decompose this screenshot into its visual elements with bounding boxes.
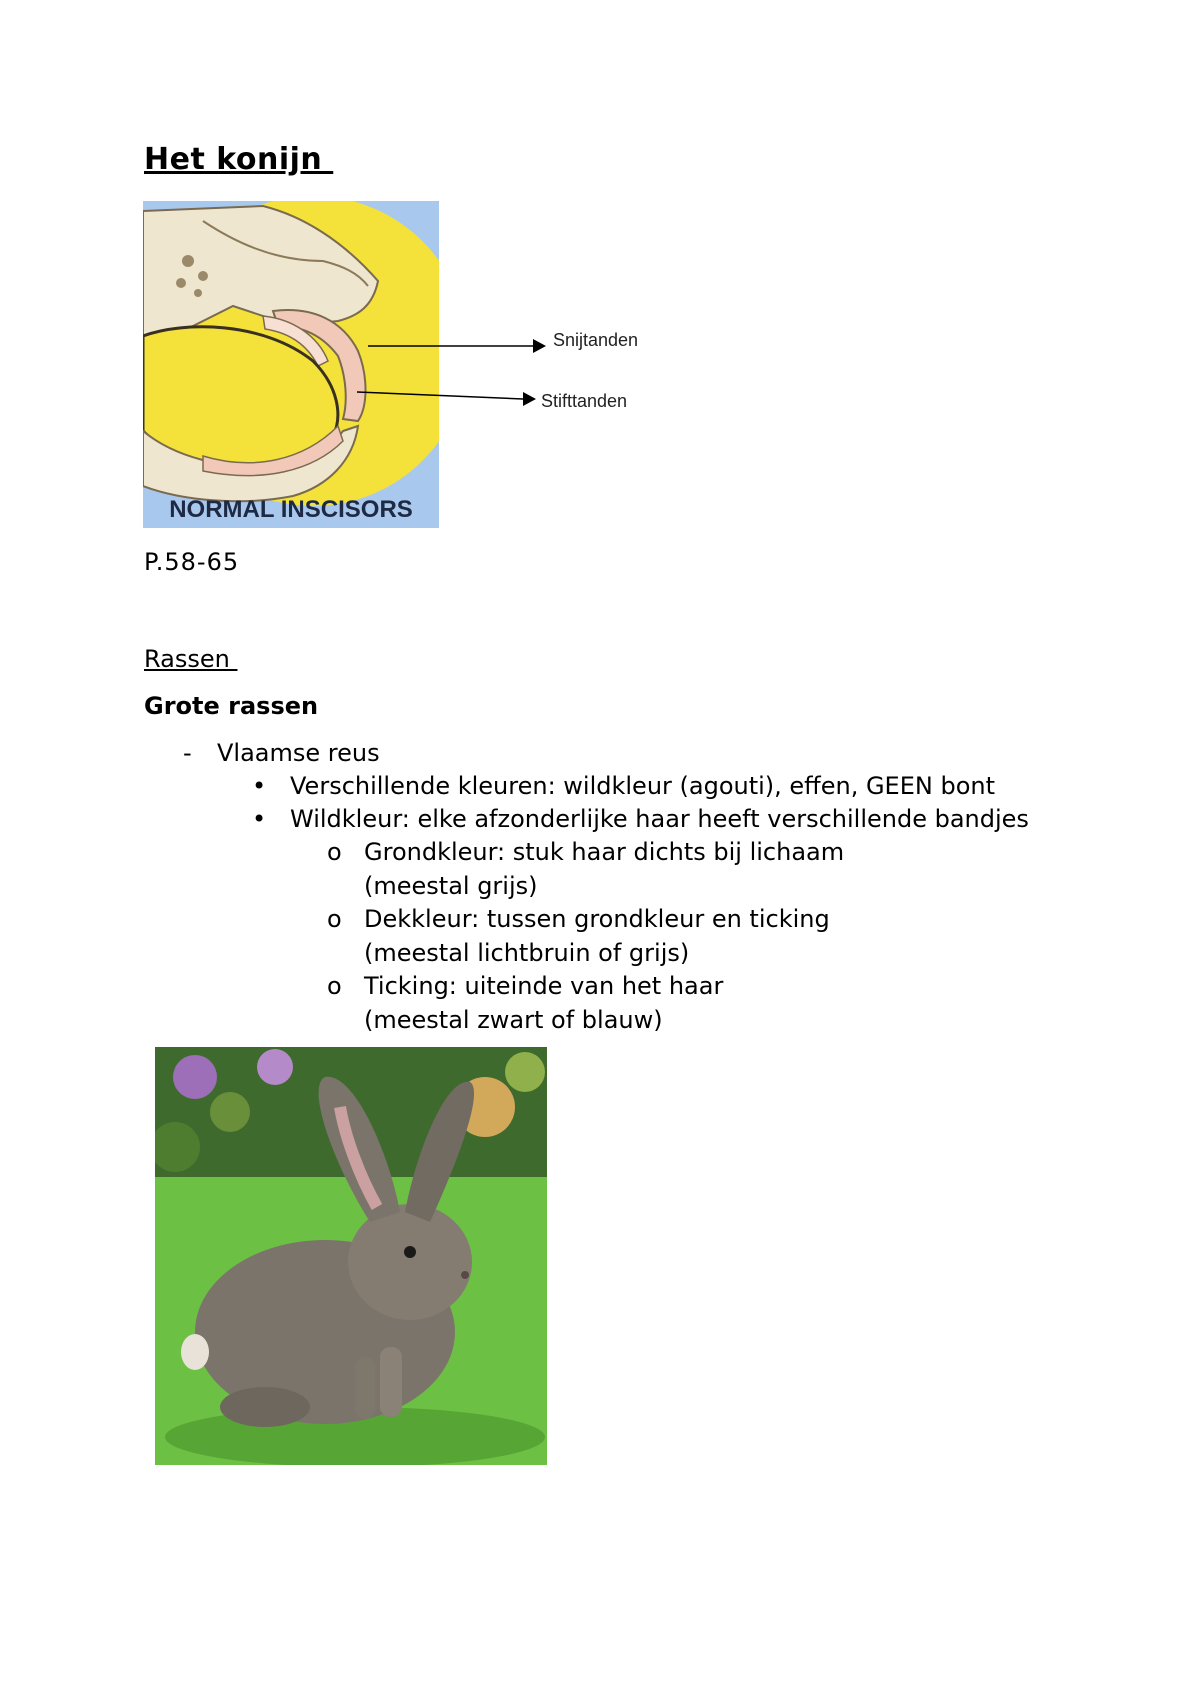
sub-item-line: (meestal lichtbruin of grijs) xyxy=(364,939,690,967)
circle-marker: o xyxy=(327,905,342,933)
section-heading: Rassen xyxy=(144,645,238,673)
arrowhead-snijtanden xyxy=(533,339,546,353)
diagram-caption: NORMAL INSCISORS xyxy=(169,496,413,523)
page-title: Het konijn xyxy=(144,142,334,177)
sub-item-line: (meestal zwart of blauw) xyxy=(364,1006,663,1034)
flemish-giant-photo xyxy=(155,1047,547,1465)
rabbit-head xyxy=(348,1204,472,1320)
rabbit-teeth-diagram xyxy=(143,201,439,528)
arrowhead-stifttanden xyxy=(523,392,536,406)
circle-marker: o xyxy=(327,972,342,1000)
subsection-heading: Grote rassen xyxy=(144,692,319,720)
dash-marker: - xyxy=(183,739,192,767)
bullet-item: Wildkleur: elke afzonderlijke haar heeft verschillende bandjes xyxy=(290,805,1029,833)
bullet-marker: • xyxy=(252,805,267,833)
label-snijtanden: Snijtanden xyxy=(553,330,639,350)
breed-name: Vlaamse reus xyxy=(217,739,380,767)
rabbit-eye xyxy=(404,1246,416,1258)
page-reference: P.58-65 xyxy=(144,548,240,576)
bullet-item: Verschillende kleuren: wildkleur (agouti), effen, GEEN bont xyxy=(290,772,995,800)
sub-item-line: Dekkleur: tussen grondkleur en ticking xyxy=(364,905,830,933)
bullet-marker: • xyxy=(252,772,267,800)
sub-item-line: (meestal grijs) xyxy=(364,872,538,900)
label-stifttanden: Stifttanden xyxy=(541,391,628,411)
circle-marker: o xyxy=(327,838,342,866)
sub-item-line: Ticking: uiteinde van het haar xyxy=(364,972,724,1000)
sub-item-line: Grondkleur: stuk haar dichts bij lichaam xyxy=(364,838,845,866)
